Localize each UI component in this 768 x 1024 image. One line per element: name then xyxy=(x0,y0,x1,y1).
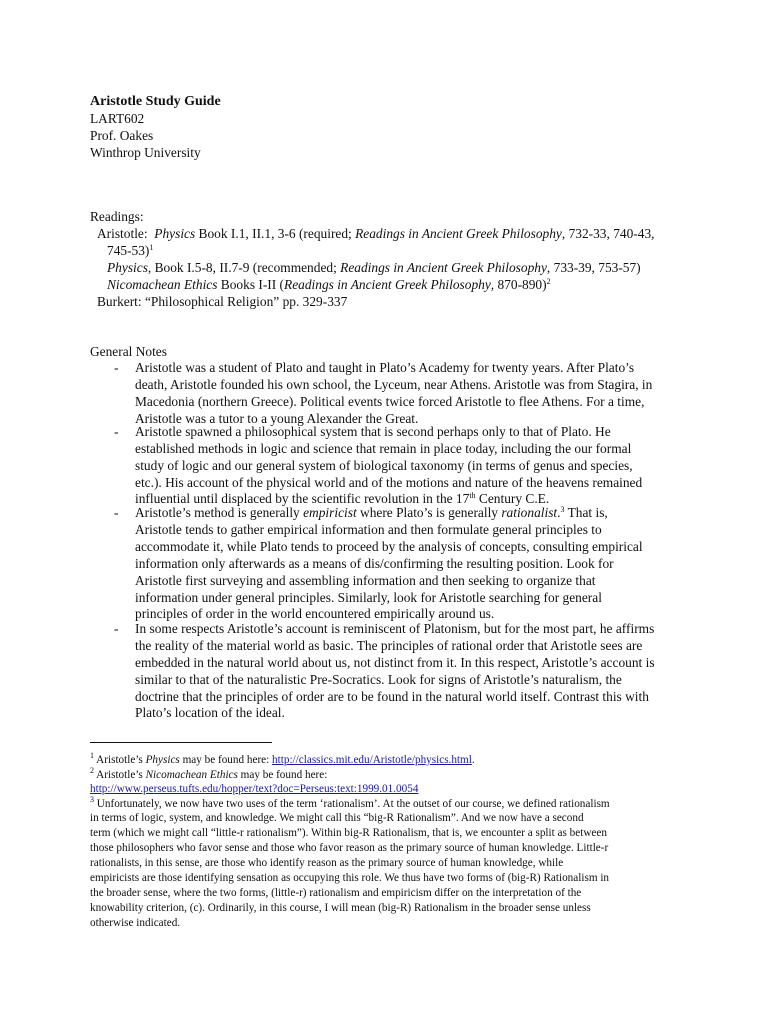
footnote-separator xyxy=(90,742,272,743)
footnote-3-line: knowability criterion, (c). Ordinarily, in this course, I will mean (big-R) Rationalism in the broader sense unless xyxy=(90,902,591,914)
footnote-3-line: otherwise indicated. xyxy=(90,917,181,929)
perseus-link[interactable]: http://www.perseus.tufts.edu/hopper/text?doc=Perseus:text:1999.01.0054 xyxy=(90,783,419,795)
reading-book-title: Readings in Ancient Greek Philosophy xyxy=(355,226,562,241)
reading-aristotle-physics-pages-cont: 745-53)$^1$ xyxy=(107,243,154,258)
general-notes-heading: General Notes xyxy=(90,344,167,359)
note-3-line: information only afterwards as a means of dis/confirming the resulting position. Look for xyxy=(135,556,614,571)
footnote-3-line: those philosophers who favor sense and those who favor reason as the primary source of human knowledge. Little-r xyxy=(90,842,609,854)
footnote-3-line: empiricists are those identifying sensation as occupying this role. We thus have two forms of (big-R) Rationalism in xyxy=(90,872,610,884)
university-name: Winthrop University xyxy=(90,145,201,160)
readings-heading: Readings: xyxy=(90,209,144,224)
footnote-3-line: $^3$ Unfortunately, we now have two uses of the term ‘rationalism’. At the outset of our course, we defined rationalism xyxy=(90,795,610,810)
note-2-line: study of logic and our general system of biological taxonomy (in terms of genus and species, xyxy=(135,458,633,473)
note-1-line: Macedonia (northern Greece). Political events twice forced Aristotle to flee Athens. For a time, xyxy=(135,394,645,409)
note-3-line: accommodate it, while Plato tends to proceed by the analysis of concepts, consulting empirical xyxy=(135,539,643,554)
footnote-3-line: the broader sense, where the two forms, (little-r) rationalism and empiricism differ on the interpretation of the xyxy=(90,887,582,899)
footnote-3-line: in terms of logic, system, and knowledge. We might call this “big-R Rationalism”. And we now have a second xyxy=(90,812,584,824)
note-4-line: embedded in the natural world about us, not distinct from it. In this respect, Aristotle’s account is xyxy=(135,655,655,670)
footnote-2: $^2$ Aristotle’s Nicomachean Ethics may be found here: xyxy=(90,766,328,781)
note-4-line: In some respects Aristotle’s account is reminiscent of Platonism, but for the most part, he affirms xyxy=(135,621,655,636)
professor-name: Prof. Oakes xyxy=(90,128,154,143)
note-2-line: etc.). His account of the physical world and of the motions and nature of the heavens remained xyxy=(135,475,643,490)
reading-work-title: Physics xyxy=(154,226,196,241)
footnote-3-line: rationalists, in this sense, are those who identify reason as the primary source of human knowledge, while xyxy=(90,857,564,869)
note-1-line: Aristotle was a tutor to a young Alexander the Great. xyxy=(135,411,419,426)
bullet-dash: - xyxy=(114,505,119,520)
note-3-line: Aristotle first surveying and assembling information and then seeking to organize that xyxy=(135,573,596,588)
footnote-ref-1[interactable]: 1 xyxy=(149,243,154,252)
footnote-3-line: term (which we might call “little-r rationalism”). Within big-R Rationalism, that is, we encounter a split as between xyxy=(90,827,607,839)
course-code: LART602 xyxy=(90,111,145,126)
bullet-dash: - xyxy=(114,424,119,439)
reading-author: Aristotle: xyxy=(97,226,148,241)
bullet-dash: - xyxy=(114,621,119,636)
note-4-line: the reality of the material world as basic. The principles of rational order that Aristotle sees are xyxy=(135,638,643,653)
reading-aristotle-physics-required: Aristotle: Physics Book I.1, II.1, 3-6 (required; Readings in Ancient Greek Philosophy, 732-33, 740-43, xyxy=(97,226,655,241)
note-2-line: established methods in logic and science that remain in place today, including the our formal xyxy=(135,441,632,456)
note-1-line: death, Aristotle founded his own school, the Lyceum, near Athens. Aristotle was from Stagira, in xyxy=(135,377,653,392)
note-4-line: doctrine that the principles of order are to be found in the natural world itself. Contrast this with xyxy=(135,689,649,704)
note-2-line: influential until displaced by the scientific revolution in the 17th Century C.E. xyxy=(135,491,550,506)
footnote-2-link-line xyxy=(90,782,418,796)
note-1-line: Aristotle was a student of Plato and taught in Plato’s Academy for twenty years. After Plato’s xyxy=(135,360,635,375)
footnote-ref-3[interactable]: 3 xyxy=(560,505,565,514)
bullet-dash: - xyxy=(114,360,119,375)
reading-burkert: Burkert: “Philosophical Religion” pp. 329-337 xyxy=(97,294,348,309)
document-title: Aristotle Study Guide xyxy=(90,94,221,109)
reading-nicomachean-ethics: Nicomachean Ethics Books I-II (Readings in Ancient Greek Philosophy, 870-890)$^2$ xyxy=(107,277,551,292)
note-4-line: Plato’s location of the ideal. xyxy=(135,705,285,720)
note-3-line: information under general principles. Similarly, look for Aristotle searching for general xyxy=(135,590,602,605)
note-3-line: principles of order in the world encountered empirically around us. xyxy=(135,606,495,621)
note-4-line: similar to that of the naturalistic Pre-Socratics. Look for signs of Aristotle’s naturalism, the xyxy=(135,672,622,687)
reading-aristotle-physics-recommended: Physics, Book I.5-8, II.7-9 (recommended; Readings in Ancient Greek Philosophy, 733-39, 753-57) xyxy=(107,260,641,275)
footnote-ref-2[interactable]: 2 xyxy=(546,277,551,286)
note-2-line: Aristotle spawned a philosophical system that is second perhaps only to that of Plato. He xyxy=(135,424,611,439)
footnote-1: $^1$ Aristotle’s Physics may be found here: http://classics.mit.edu/Aristotle/physics.html. xyxy=(90,751,475,766)
note-3-line: Aristotle tends to gather empirical information and then formulate general principles to xyxy=(135,522,602,537)
physics-link[interactable]: http://classics.mit.edu/Aristotle/physics.html xyxy=(272,754,472,766)
note-3-line: Aristotle’s method is generally empiricist where Plato’s is generally rationalist.$^3$ That is, xyxy=(135,505,608,520)
